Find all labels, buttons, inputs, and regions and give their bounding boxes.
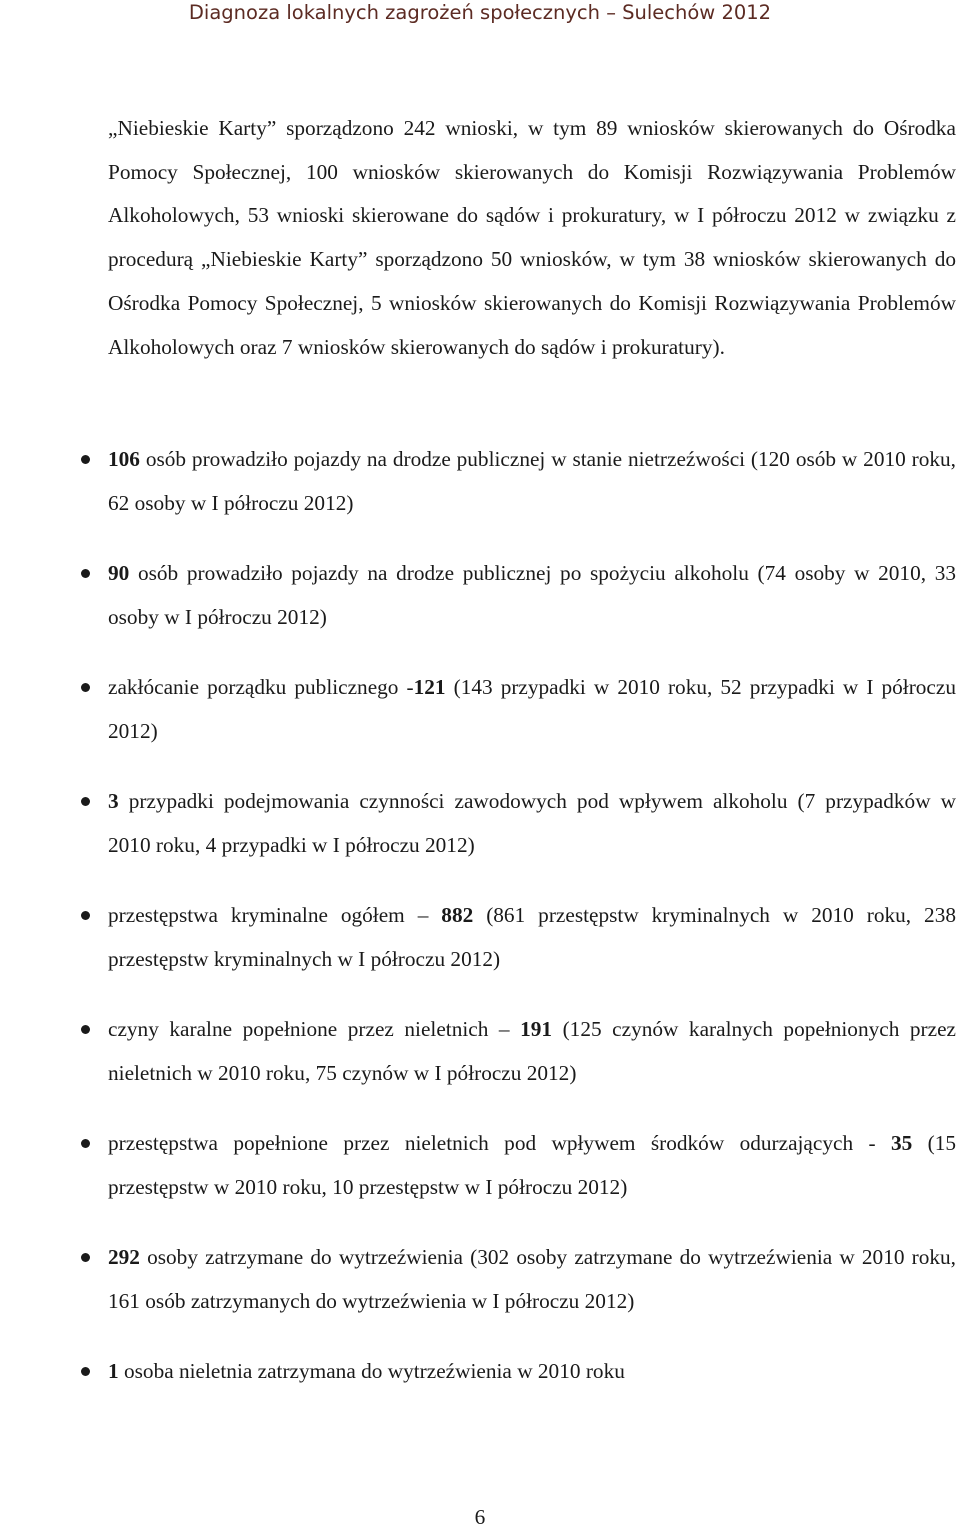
bullet-item-juvenile-acts	[108, 1008, 956, 1095]
bullet-text-before: czyny karalne popełnione przez nieletnich –	[108, 1017, 521, 1041]
bullet-item-driving-after-alcohol	[108, 552, 956, 639]
bullet-item-juvenile-sobering	[108, 1350, 956, 1394]
bullet-text-before: zakłócanie porządku publicznego -	[108, 675, 414, 699]
bullet-text-after: (143 przypadki w 2010 roku, 52 przypadki w I półroczu 2012)	[108, 675, 956, 743]
bullet-highlight-number: 191	[520, 1017, 553, 1041]
bullet-item-criminal-offences	[108, 894, 956, 981]
bullet-item-work-under-influence	[108, 780, 956, 867]
bullet-highlight-number: 90	[108, 561, 130, 585]
bullet-highlight-number: 121	[413, 675, 446, 699]
bullet-highlight-number: 882	[441, 903, 474, 927]
bullet-text-after: osoba nieletnia zatrzymana do wytrzeźwienia w 2010 roku	[118, 1359, 625, 1383]
bullet-highlight-number: 1	[108, 1359, 119, 1383]
bullet-text-before: przestępstwa popełnione przez nieletnich pod wpływem środków odurzających -	[108, 1131, 891, 1155]
page-number: 6	[474, 1505, 486, 1529]
bullet-text-after: przypadki podejmowania czynności zawodowych pod wpływem alkoholu (7 przypadków w 2010 roku, 4 przypadki w I półroczu 2012)	[108, 789, 956, 857]
continued-paragraph: „Niebieskie Karty” sporządzono 242 wnioski, w tym 89 wniosków skierowanych do Ośrodka Pomocy Społecznej, 100 wniosków skierowanych do Komisji Rozwiązywania Problemów Alkoholowych, 53 wnioski skierowane do sądów i prokuratury, w I półroczu 2012 w związku z procedurą „Niebieskie Karty” sporządzono 50 wniosków, w tym 38 wniosków skierowanych do Ośrodka Pomocy Społecznej, 5 wniosków skierowanych do Komisji Rozwiązywania Problemów Alkoholowych oraz 7 wniosków skierowanych do sądów i prokuratury).	[108, 116, 956, 359]
bullet-text-after: osoby zatrzymane do wytrzeźwienia (302 osoby zatrzymane do wytrzeźwienia w 2010 roku, 161 osób zatrzymanych do wytrzeźwienia w I półroczu 2012)	[108, 1245, 956, 1313]
bullet-dot-icon	[81, 683, 90, 692]
bullet-dot-icon	[81, 569, 90, 578]
bullet-highlight-number: 3	[108, 789, 119, 813]
bullet-dot-icon	[81, 1253, 90, 1262]
bullet-text-after: (861 przestępstw kryminalnych w 2010 roku, 238 przestępstw kryminalnych w I półroczu 2012)	[108, 903, 956, 971]
bullet-item-juvenile-drugs	[108, 1122, 956, 1209]
bullet-dot-icon	[81, 911, 90, 920]
bullet-text-before: przestępstwa kryminalne ogółem –	[108, 903, 442, 927]
bullet-dot-icon	[81, 455, 90, 464]
bullet-text-after: (15 przestępstw w 2010 roku, 10 przestępstw w I półroczu 2012)	[108, 1131, 956, 1199]
bullet-highlight-number: 292	[108, 1245, 140, 1269]
running-header: Diagnoza lokalnych zagrożeń społecznych – Sulechów 2012	[188, 1, 772, 24]
bullet-dot-icon	[81, 1025, 90, 1034]
bullet-dot-icon	[81, 1139, 90, 1148]
bullet-dot-icon	[81, 1367, 90, 1376]
bullet-text-after: osób prowadziło pojazdy na drodze publicznej w stanie nietrzeźwości (120 osób w 2010 roku, 62 osoby w I półroczu 2012)	[108, 447, 956, 515]
bullet-item-drunk-driving	[108, 438, 956, 525]
bullet-text-after: (125 czynów karalnych popełnionych przez nieletnich w 2010 roku, 75 czynów w I półroczu 2012)	[108, 1017, 956, 1085]
bullet-highlight-number: 106	[108, 447, 140, 471]
bullet-item-sobering-detentions	[108, 1236, 956, 1323]
bullet-dot-icon	[81, 797, 90, 806]
bullet-highlight-number: 35	[890, 1131, 913, 1155]
bullet-item-public-order	[108, 666, 956, 753]
bullet-text-after: osób prowadziło pojazdy na drodze publicznej po spożyciu alkoholu (74 osoby w 2010, 33 osoby w I półroczu 2012)	[108, 561, 956, 629]
